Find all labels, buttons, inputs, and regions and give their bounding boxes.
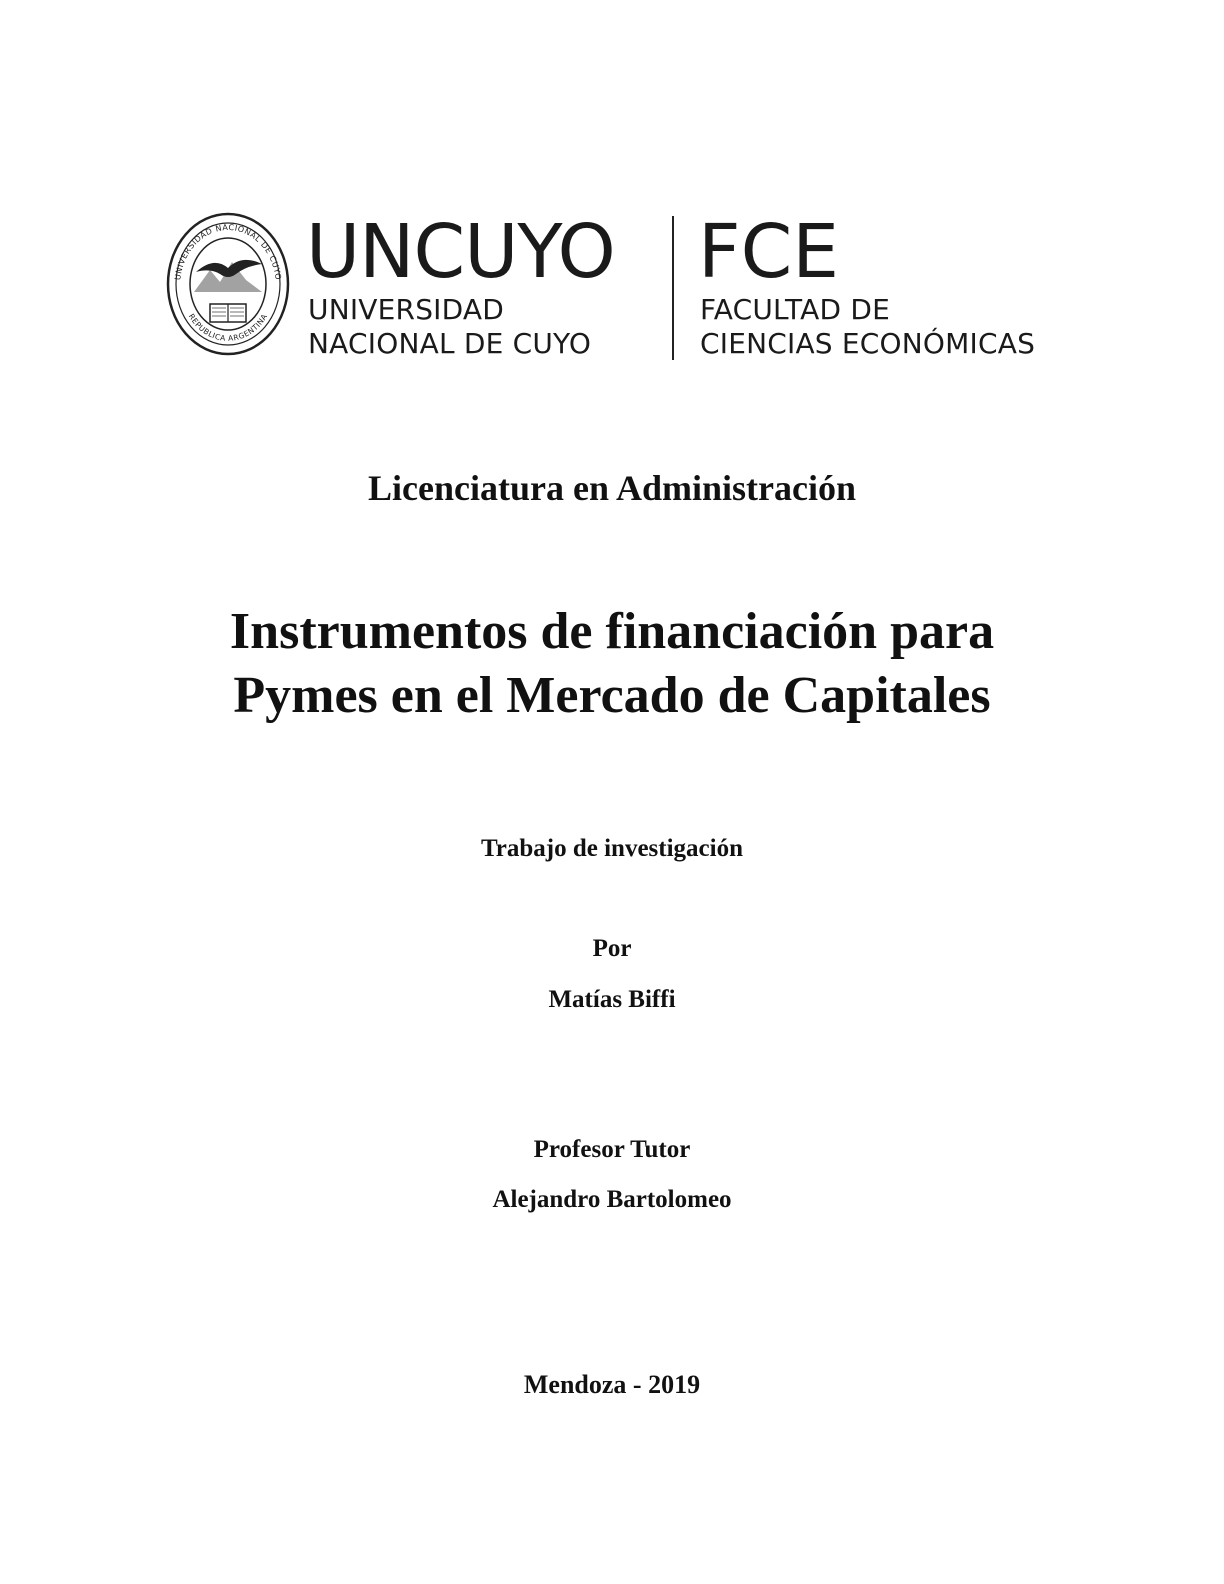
university-name-line-2: NACIONAL DE CUYO	[308, 327, 592, 360]
university-name-line-1: UNIVERSIDAD	[308, 293, 505, 326]
seal-bottom-text: REPUBLICA ARGENTINA	[186, 312, 270, 343]
faculty-name-line-1: FACULTAD DE	[700, 293, 890, 326]
author-name: Matías Biffi	[548, 986, 676, 1013]
logo-divider	[672, 216, 674, 360]
seal-top-text: UNIVERSIDAD NACIONAL DE CUYO	[173, 222, 283, 281]
title-line-2: Pymes en el Mercado de Capitales	[233, 667, 991, 724]
title-line-1: Instrumentos de financiación para	[229, 603, 995, 660]
university-seal-icon	[166, 212, 290, 356]
author-label: Por	[592, 935, 632, 962]
document-title	[0, 600, 1224, 728]
faculty-name-line-2: CIENCIAS ECONÓMICAS	[700, 327, 1036, 360]
tutor-name: Alejandro Bartolomeo	[492, 1186, 732, 1213]
tutor-label: Profesor Tutor	[533, 1136, 691, 1163]
work-type: Trabajo de investigación	[480, 835, 744, 862]
institution-logo	[166, 210, 1096, 362]
place-and-date: Mendoza - 2019	[523, 1370, 701, 1399]
degree-name: Licenciatura en Administración	[368, 468, 856, 508]
faculty-short-name: FCE	[698, 209, 839, 295]
university-short-name: UNCUYO	[306, 209, 615, 295]
